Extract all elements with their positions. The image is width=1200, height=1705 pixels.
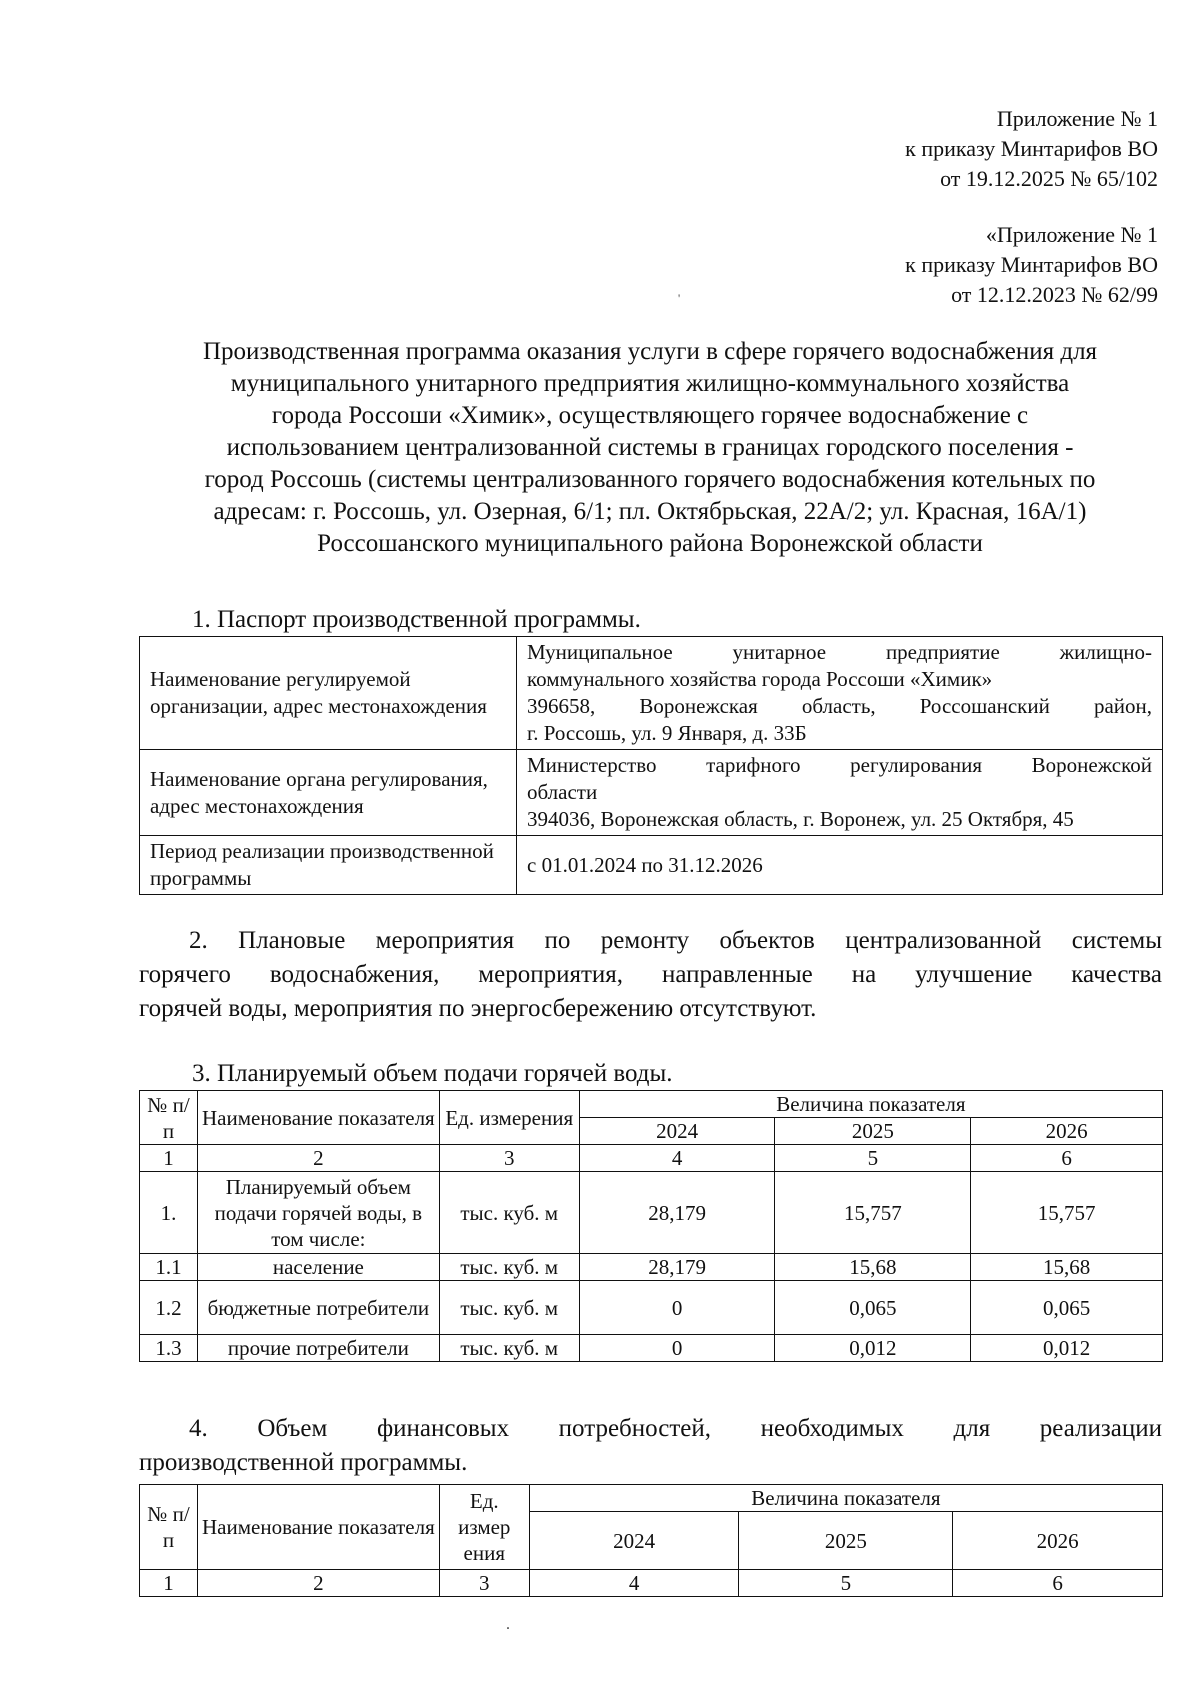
passport-label: Период реализации производственной программы (140, 836, 517, 895)
section-2-paragraph (139, 924, 1162, 1026)
row-name: бюджетные потребители (197, 1281, 439, 1335)
row-name: население (197, 1254, 439, 1281)
row-unit: тыс. куб. м (439, 1281, 579, 1335)
row-value: 15,68 (775, 1254, 971, 1281)
section-4-heading (139, 1412, 1162, 1480)
table-row (140, 836, 1163, 895)
paragraph-line: производственной программы. (139, 1449, 468, 1476)
appendix-line: «Приложение № 1 (985, 222, 1158, 247)
row-value: 0,012 (971, 1335, 1163, 1362)
row-num: 1.2 (140, 1281, 198, 1335)
scan-tick-mark: ' (678, 291, 681, 305)
header-year: 2024 (579, 1118, 775, 1145)
header-unit: Ед. измерения (439, 1091, 579, 1145)
section-3-heading: 3. Планируемый объем подачи горячей воды. (192, 1060, 673, 1087)
appendix-line: от 12.12.2023 № 62/99 (951, 282, 1158, 307)
appendix-line: к приказу Минтарифов ВО (905, 136, 1158, 161)
header-year: 2025 (775, 1118, 971, 1145)
header-name: Наименование показателя (197, 1485, 439, 1570)
passport-value-line: Муниципальное унитарное предприятие жилищно- (527, 640, 1152, 664)
column-number: 5 (775, 1145, 971, 1172)
table-row (140, 1172, 1163, 1254)
column-number: 3 (439, 1145, 579, 1172)
row-num: 1. (140, 1172, 198, 1254)
row-name: прочие потребители (197, 1335, 439, 1362)
paragraph-line: 4. Объем финансовых потребностей, необходимых для реализации (189, 1415, 1162, 1442)
header-num: № п/п (140, 1485, 198, 1570)
appendix-line: Приложение № 1 (996, 106, 1158, 131)
passport-table (139, 636, 1163, 895)
title-line: город Россошь (системы централизованного горячего водоснабжения котельных по (204, 466, 1096, 493)
scan-dot-mark: . (506, 1616, 510, 1633)
header-num: № п/п (140, 1091, 198, 1145)
passport-label: Наименование регулируемой организации, адрес местонахождения (140, 637, 517, 750)
passport-value-line: г. Россошь, ул. 9 Января, д. 33Б (527, 721, 807, 745)
column-number-row (140, 1145, 1163, 1172)
header-unit: Ед. измер ения (439, 1485, 529, 1570)
header-year: 2026 (953, 1512, 1163, 1570)
appendix-header-current (905, 104, 1158, 194)
paragraph-line: 2. Плановые мероприятия по ремонту объектов централизованной системы (189, 927, 1162, 954)
header-name: Наименование показателя (197, 1091, 439, 1145)
row-value: 0,012 (775, 1335, 971, 1362)
passport-value-line: Министерство тарифного регулирования Воронежской (527, 753, 1152, 777)
column-number: 4 (529, 1570, 739, 1597)
header-year: 2026 (971, 1118, 1163, 1145)
document-title (130, 336, 1170, 560)
column-number: 6 (953, 1570, 1163, 1597)
table-row (140, 1281, 1163, 1335)
header-value-group: Величина показателя (529, 1485, 1162, 1512)
row-unit: тыс. куб. м (439, 1172, 579, 1254)
column-number: 6 (971, 1145, 1163, 1172)
column-number: 1 (140, 1570, 198, 1597)
table-row (140, 637, 1163, 750)
row-value: 0 (579, 1335, 775, 1362)
row-value: 15,757 (971, 1172, 1163, 1254)
passport-value-line: коммунального хозяйства города Россоши «Химик» (527, 667, 993, 691)
row-value: 0,065 (775, 1281, 971, 1335)
passport-value-line: 394036, Воронежская область, г. Воронеж, ул. 25 Октября, 45 (527, 807, 1074, 831)
row-num: 1.3 (140, 1335, 198, 1362)
title-line: города Россоши «Химик», осуществляющего горячее водоснабжение с (271, 402, 1029, 429)
passport-value-line: с 01.01.2024 по 31.12.2026 (527, 852, 763, 877)
row-value: 0 (579, 1281, 775, 1335)
passport-value-line: области (527, 780, 598, 804)
column-number-row (140, 1570, 1163, 1597)
appendix-line: к приказу Минтарифов ВО (905, 252, 1158, 277)
column-number: 4 (579, 1145, 775, 1172)
row-value: 28,179 (579, 1254, 775, 1281)
row-name: Планируемый объем подачи горячей воды, в том числе: (197, 1172, 439, 1254)
passport-value-line: 396658, Воронежская область, Россошанский район, (527, 694, 1152, 718)
paragraph-line: горячего водоснабжения, мероприятия, направленные на улучшение качества (139, 961, 1162, 988)
financial-needs-table (139, 1484, 1163, 1597)
table-row (140, 750, 1163, 836)
passport-value (517, 750, 1163, 836)
column-number: 2 (197, 1570, 439, 1597)
row-value: 0,065 (971, 1281, 1163, 1335)
row-unit: тыс. куб. м (439, 1254, 579, 1281)
column-number: 2 (197, 1145, 439, 1172)
table-row (140, 1254, 1163, 1281)
appendix-line: от 19.12.2025 № 65/102 (940, 166, 1158, 191)
table-header-row (140, 1485, 1163, 1512)
appendix-header-previous (905, 220, 1158, 310)
table-row (140, 1335, 1163, 1362)
title-line: муниципального унитарного предприятия жилищно-коммунального хозяйства (230, 370, 1070, 397)
passport-label: Наименование органа регулирования, адрес местонахождения (140, 750, 517, 836)
table-header-row (140, 1091, 1163, 1118)
column-number: 5 (739, 1570, 953, 1597)
row-num: 1.1 (140, 1254, 198, 1281)
title-line: Россошанского муниципального района Воронежской области (317, 530, 983, 557)
title-line: Производственная программа оказания услуги в сфере горячего водоснабжения для (202, 338, 1098, 365)
passport-value (517, 637, 1163, 750)
column-number: 1 (140, 1145, 198, 1172)
section-1-heading: 1. Паспорт производственной программы. (192, 606, 641, 633)
water-volume-table (139, 1090, 1163, 1362)
row-value: 15,68 (971, 1254, 1163, 1281)
row-value: 28,179 (579, 1172, 775, 1254)
row-value: 15,757 (775, 1172, 971, 1254)
column-number: 3 (439, 1570, 529, 1597)
title-line: использованием централизованной системы в границах городского поселения - (226, 434, 1074, 461)
paragraph-line: горячей воды, мероприятия по энергосбережению отсутствуют. (139, 995, 817, 1022)
title-line: адресам: г. Россошь, ул. Озерная, 6/1; пл. Октябрьская, 22А/2; ул. Красная, 16А/1) (213, 498, 1087, 525)
header-year: 2024 (529, 1512, 739, 1570)
header-value-group: Величина показателя (579, 1091, 1162, 1118)
row-unit: тыс. куб. м (439, 1335, 579, 1362)
passport-value (517, 836, 1163, 895)
header-year: 2025 (739, 1512, 953, 1570)
